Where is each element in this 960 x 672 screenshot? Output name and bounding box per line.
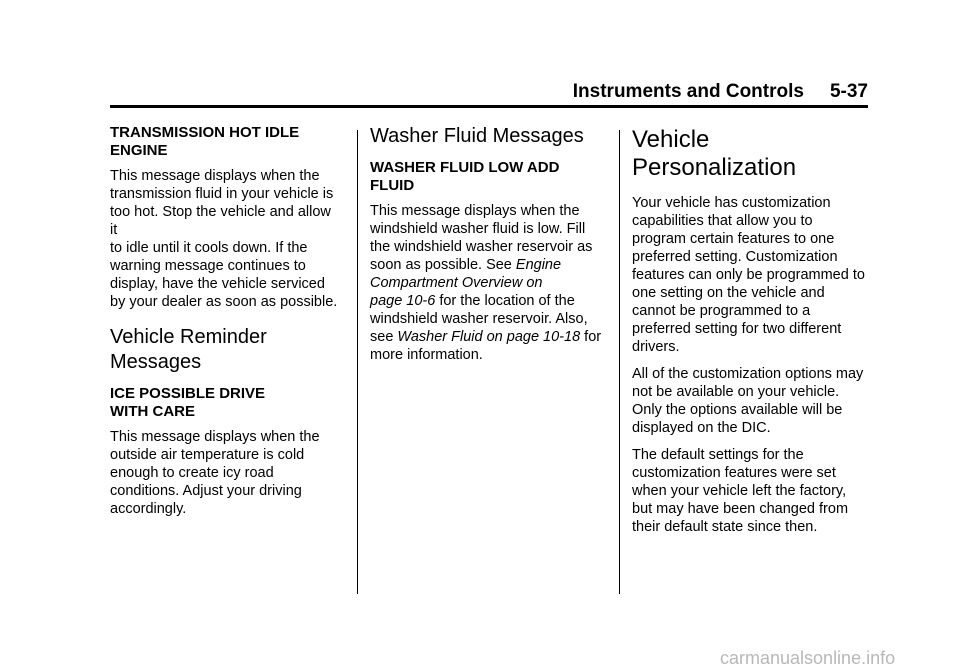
heading-washer-fluid-low: WASHER FLUID LOW ADD FLUID <box>370 159 560 194</box>
heading-vehicle-personalization: Vehicle Personalization <box>632 126 797 181</box>
page-number: 5-37 <box>829 81 868 102</box>
heading-washer-fluid-messages: Washer Fluid Messages <box>370 125 584 147</box>
column-3 <box>632 124 872 545</box>
xref-washer-fluid[interactable]: Washer Fluid on page 10-18 <box>397 329 581 345</box>
paragraph-ice-possible: This message displays when the outside air temperature is cold enough to create icy road conditions. Adjust your driving accordingly. <box>110 429 320 517</box>
heading-vehicle-reminder-messages: Vehicle Reminder Messages <box>110 326 267 373</box>
column-1 <box>110 124 342 527</box>
paragraph-options-availability: All of the customization options may not be available on your vehicle. Only the options available will be displayed on the DIC. <box>632 366 864 436</box>
page-header <box>110 80 868 104</box>
watermark-text: carmanualsonline.info <box>720 648 896 668</box>
paragraph-default-settings: The default settings for the customization features were set when your vehicle left the factory, but may have been changed from their default state since then. <box>632 447 849 535</box>
paragraph-washer-fluid: This message displays when the windshield washer fluid is low. Fill the windshield washer reservoir as soon as possible. See Engine Compartment Overview on page 10-6 for the location of the windshield washer reservoir. Also, see Washer Fluid on page 10-18 for more information. <box>370 203 602 363</box>
xref-engine-compartment-cont[interactable]: Compartment Overview on <box>370 275 543 291</box>
header-title: Instruments and Controls <box>572 81 804 102</box>
heading-ice-possible: ICE POSSIBLE DRIVE WITH CARE <box>110 385 266 420</box>
header-rule <box>110 105 868 108</box>
column-divider-2 <box>619 130 620 594</box>
column-2 <box>370 124 608 373</box>
paragraph-transmission-hot: This message displays when the transmission fluid in your vehicle is too hot. Stop the vehicle and allow it to idle until it cools down. If the warning message continues to display, have the vehicle serviced by your dealer as soon as possible. <box>110 168 338 310</box>
paragraph-customization: Your vehicle has customization capabilities that allow you to program certain features to one preferred setting. Customization features can only be programmed to one setting on the vehicle and cannot be programmed to a preferred setting for two different drivers. <box>632 195 865 355</box>
xref-engine-compartment-page[interactable]: page 10-6 <box>370 293 436 309</box>
xref-engine-compartment[interactable]: Engine <box>515 257 562 273</box>
heading-transmission-hot-idle: TRANSMISSION HOT IDLE ENGINE <box>110 124 300 159</box>
column-divider-1 <box>357 130 358 594</box>
